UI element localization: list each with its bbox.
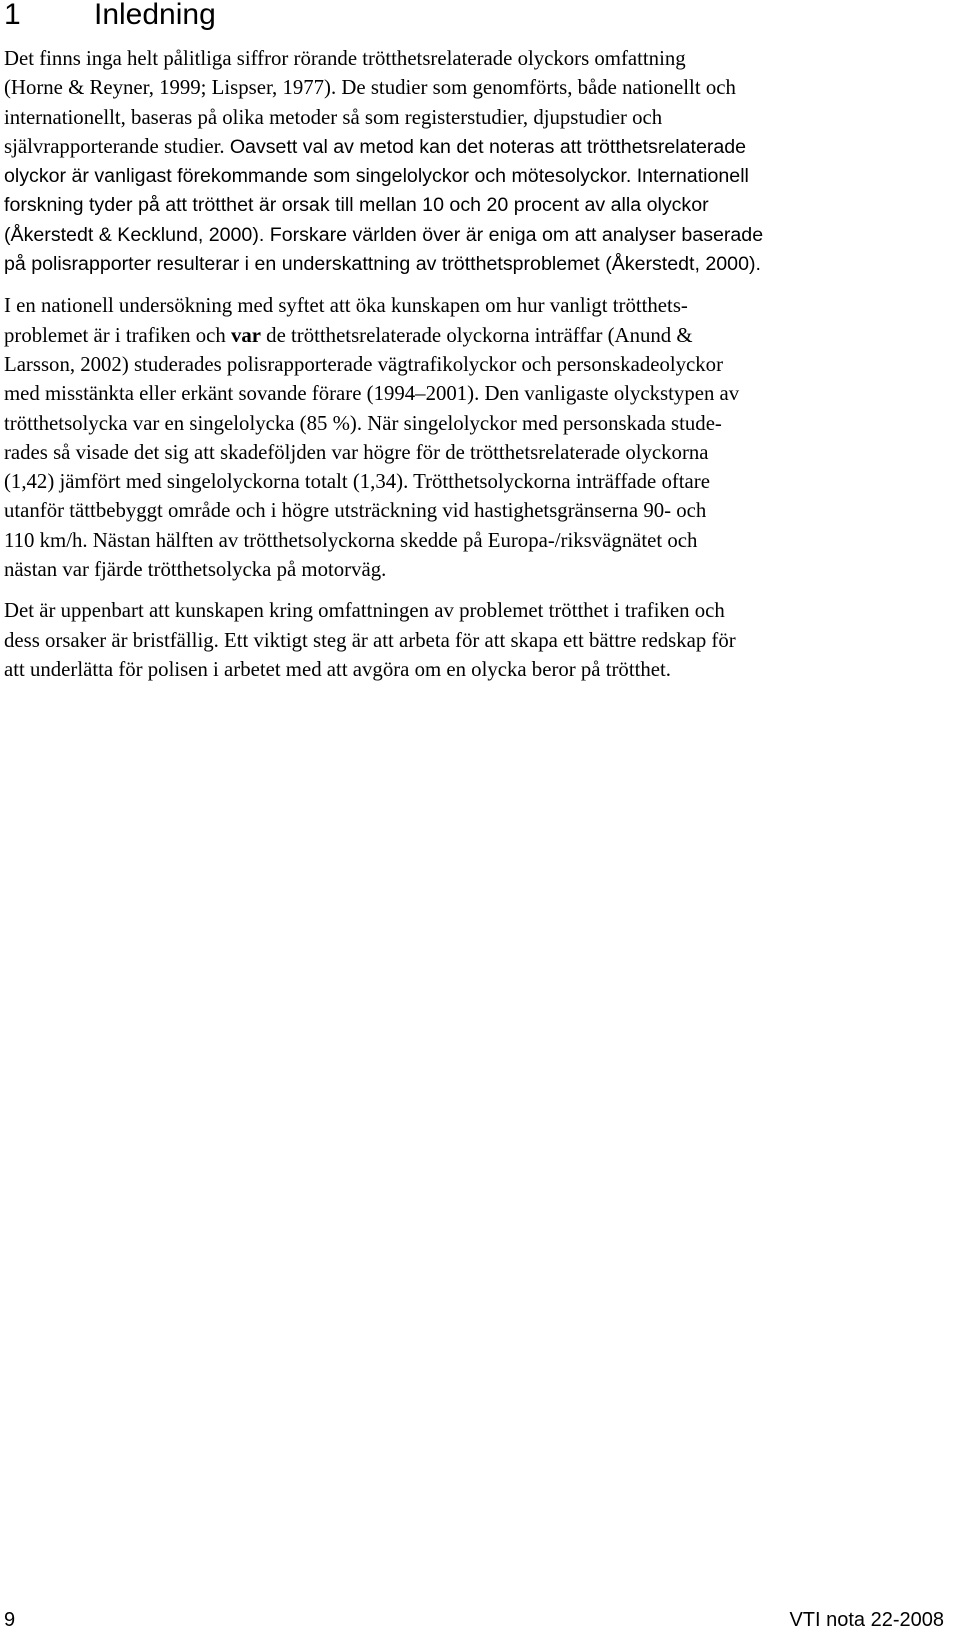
text-line: olyckor är vanligast förekommande som singelolyckor och mötesolyckor. Internationell [4, 165, 749, 188]
body-text [4, 44, 934, 696]
text-line: dess orsaker är bristfällig. Ett viktigt steg är att arbeta för att skapa ett bättre redskap för [4, 628, 736, 652]
text-line: rades så visade det sig att skadeföljden var högre för de trötthetsrelaterade olyckorna [4, 440, 709, 464]
text-line: Det är uppenbart att kunskapen kring omfattningen av problemet trötthet i trafiken och [4, 599, 725, 623]
section-heading [4, 0, 216, 30]
text-line-mixed [4, 132, 934, 162]
paragraph-2 [4, 291, 934, 584]
text-line: (Åkerstedt & Kecklund, 2000). Forskare världen över är eniga om att analyser baserade [4, 223, 764, 246]
text-line: trötthetsolycka var en singelolycka (85 %). När singelolyckor med personskada stude- [4, 411, 722, 435]
text-line: att underlätta för polisen i arbetet med att avgöra om en olycka beror på trötthet. [4, 657, 671, 681]
paragraph-1 [4, 44, 934, 279]
bold-word: var [230, 323, 261, 347]
text-line: internationellt, baseras på olika metoder så som registerstudier, djupstudier och [4, 105, 663, 129]
text-line: (1,42) jämfört med singelolyckorna totalt (1,34). Trötthetsolyckorna inträffade oftare [4, 470, 710, 494]
document-id: VTI nota 22-2008 [789, 1609, 944, 1631]
text-segment: Oavsett val av metod kan det noteras att trötthetsrelaterade [229, 135, 747, 158]
text-line-with-bold: problemet är i trafiken och var de trötthetsrelaterade olyckorna inträffar (Anund & [4, 323, 693, 347]
text-segment: självrapporterande studier. [4, 134, 230, 158]
page-number: 9 [4, 1609, 16, 1631]
text-line: Det finns inga helt pålitliga siffror rörande trötthetsrelaterade olyckors omfattning [4, 47, 686, 70]
text-line: nästan var fjärde trötthetsolycka på motorväg. [4, 558, 387, 582]
text-line: utanför tättbebyggt område och i högre utsträckning vid hastighetsgränserna 90- och [4, 499, 707, 523]
text-line: Larsson, 2002) studerades polisrapporterade vägtrafikolyckor och personskadeolyckor [4, 352, 723, 376]
text-line: forskning tyder på att trötthet är orsak till mellan 10 och 20 procent av alla olyckor [4, 194, 709, 217]
section-title: Inledning [94, 0, 216, 31]
text-line: på polisrapporter resulterar i en underskattning av trötthetsproblemet (Åkerstedt, 2000). [4, 253, 761, 276]
text-line: I en nationell undersökning med syftet att öka kunskapen om hur vanligt trötthets- [4, 294, 688, 318]
text-line: (Horne & Reyner, 1999; Lispser, 1977). De studier som genomförts, både nationellt och [4, 76, 736, 100]
section-number: 1 [4, 0, 21, 31]
text-line: 110 km/h. Nästan hälften av trötthetsolyckorna skedde på Europa-/riksvägnätet och [4, 528, 698, 552]
text-line: med misstänkta eller erkänt sovande förare (1994–2001). Den vanligaste olyckstypen av [4, 382, 740, 406]
paragraph-3 [4, 596, 934, 684]
